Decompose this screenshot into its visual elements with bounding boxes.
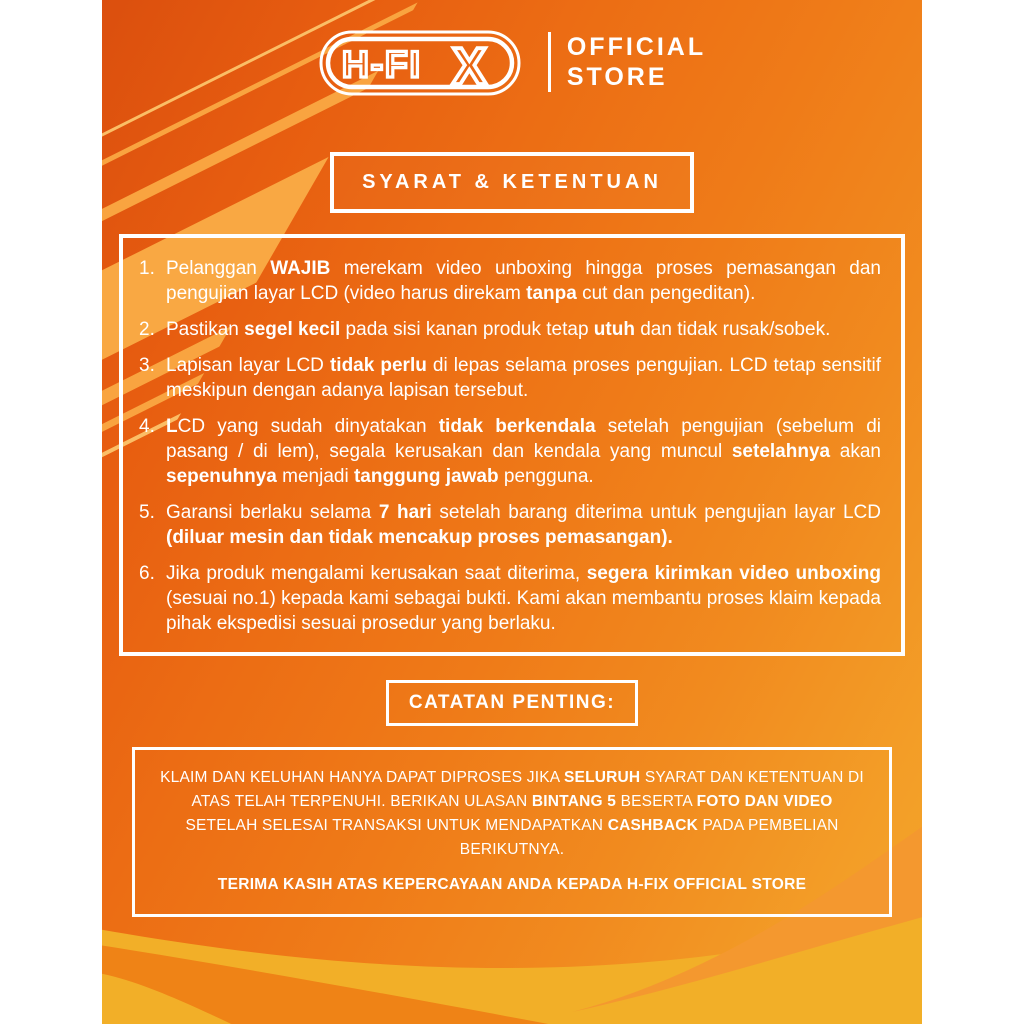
note-title-box xyxy=(386,680,638,726)
official-line: OFFICIAL xyxy=(566,33,707,61)
note-title: CATATAN PENTING: xyxy=(408,692,616,713)
term-item xyxy=(139,256,881,306)
term-item xyxy=(139,561,881,636)
store-line: STORE xyxy=(566,63,668,91)
term-number: 3. xyxy=(139,355,155,376)
term-text: Lapisan layar LCD tidak perlu di lepas selama proses pengujian. LCD tetap sensitif meskipun dengan adanya lapisan tersebut. xyxy=(166,355,881,401)
official-store-label xyxy=(567,32,706,92)
term-number: 6. xyxy=(139,563,155,584)
poster xyxy=(102,0,922,1024)
hfix-logo xyxy=(318,24,532,100)
terms-title-box xyxy=(330,152,694,213)
footer-note-box xyxy=(132,747,892,917)
term-text: Garansi berlaku selama 7 hari setelah barang diterima untuk pengujian layar LCD (diluar mesin dan tidak mencakup proses pemasangan). xyxy=(166,502,881,548)
term-number: 5. xyxy=(139,502,155,523)
term-item xyxy=(139,353,881,403)
term-text: Jika produk mengalami kerusakan saat diterima, segera kirimkan video unboxing (sesuai no.1) kepada kami sebagai bukti. Kami akan membantu proses klaim kepada pihak ekspedisi sesuai prosedur yang berlaku. xyxy=(166,563,881,634)
logo-x-glyph: X xyxy=(451,38,487,96)
terms-title: SYARAT & KETENTUAN xyxy=(362,171,662,193)
brand-divider xyxy=(548,32,551,92)
term-text: Pastikan segel kecil pada sisi kanan produk tetap utuh dan tidak rusak/sobek. xyxy=(166,319,831,340)
claim-note: KLAIM DAN KELUHAN HANYA DAPAT DIPROSES JIKA SELURUH SYARAT DAN KETENTUAN DI ATAS TELAH TERPENUHI. BERIKAN ULASAN BINTANG 5 BESERTA FOTO DAN VIDEO SETELAH SELESAI TRANSAKSI UNTUK MENDAPATKAN CASHBACK PADA PEMBELIAN BERIKUTNYA. xyxy=(160,769,864,858)
term-number: 4. xyxy=(139,416,155,437)
brand-header xyxy=(102,0,922,100)
term-item xyxy=(139,414,881,489)
term-number: 1. xyxy=(139,258,155,279)
terms-box xyxy=(119,234,905,656)
thanks-note: TERIMA KASIH ATAS KEPERCAYAAN ANDA KEPADA H-FIX OFFICIAL STORE xyxy=(217,876,807,893)
term-item xyxy=(139,317,881,342)
logo-word: H-FI xyxy=(341,44,422,85)
term-number: 2. xyxy=(139,319,155,340)
term-text: LCD yang sudah dinyatakan tidak berkendala setelah pengujian (sebelum di pasang / di lem), segala kerusakan dan kendala yang muncul setelahnya akan sepenuhnya menjadi tanggung jawab pengguna. xyxy=(166,416,881,487)
term-item xyxy=(139,500,881,550)
term-text: Pelanggan WAJIB merekam video unboxing hingga proses pemasangan dan pengujian layar LCD (video harus direkam tanpa cut dan pengeditan). xyxy=(166,258,881,304)
